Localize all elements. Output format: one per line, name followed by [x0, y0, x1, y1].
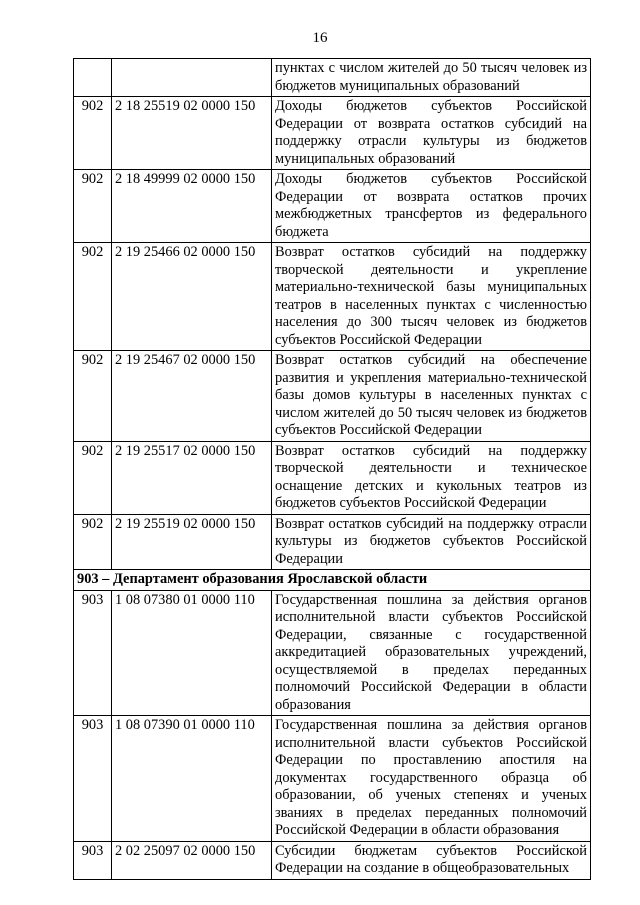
description-cell: Субсидии бюджетам субъектов Российской Федерации на создание в общеобразовательных: [272, 841, 591, 879]
table-row: [74, 97, 591, 170]
admin-code-cell: 903: [74, 590, 112, 716]
budget-code-cell: 1 08 07380 01 0000 110: [112, 590, 272, 716]
admin-code-cell: 903: [74, 841, 112, 879]
description-cell: Доходы бюджетов субъектов Российской Федерации от возврата остатков субсидий на поддержку отрасли культуры из бюджетов муниципальных образований: [272, 97, 591, 170]
description-cell: Возврат остатков субсидий на поддержку отрасли культуры из бюджетов субъектов Российской Федерации: [272, 514, 591, 570]
admin-code-cell: 903: [74, 716, 112, 842]
table-row: [74, 59, 591, 97]
table-row: [74, 514, 591, 570]
admin-code-cell: 902: [74, 243, 112, 351]
description-cell: Возврат остатков субсидий на обеспечение развития и укрепления материально-технической базы домов культуры в населенных пунктах с числом жителей до 50 тысяч человек из бюджетов субъектов Российской Федерации: [272, 351, 591, 442]
table-row: [74, 441, 591, 514]
description-cell: пунктах с числом жителей до 50 тысяч человек из бюджетов муниципальных образований: [272, 59, 591, 97]
table-row: [74, 841, 591, 879]
table-row: [74, 170, 591, 243]
table-row: [74, 351, 591, 442]
budget-code-cell: 2 02 25097 02 0000 150: [112, 841, 272, 879]
description-cell: Государственная пошлина за действия органов исполнительной власти субъектов Российской Федерации по проставлению апостиля на документах государственного образца об образовании, об ученых степенях и ученых званиях в пределах переданных полномочий Российской Федерации в области образования: [272, 716, 591, 842]
budget-code-cell: 1 08 07390 01 0000 110: [112, 716, 272, 842]
budget-code-cell: 2 18 25519 02 0000 150: [112, 97, 272, 170]
description-cell: Доходы бюджетов субъектов Российской Федерации от возврата остатков прочих межбюджетных трансфертов из федерального бюджета: [272, 170, 591, 243]
description-cell: Государственная пошлина за действия органов исполнительной власти субъектов Российской Федерации, связанные с государственной аккредитацией образовательных учреждений, осуществляемой в пределах переданных полномочий Российской Федерации в области образования: [272, 590, 591, 716]
section-heading-row: [74, 570, 591, 591]
budget-code-cell: [112, 59, 272, 97]
admin-code-cell: 902: [74, 514, 112, 570]
section-heading: 903 – Департамент образования Ярославской области: [74, 570, 591, 591]
description-cell: Возврат остатков субсидий на поддержку творческой деятельности и техническое оснащение детских и кукольных театров из бюджетов субъектов Российской Федерации: [272, 441, 591, 514]
admin-code-cell: 902: [74, 441, 112, 514]
table-row: [74, 590, 591, 716]
budget-code-cell: 2 19 25519 02 0000 150: [112, 514, 272, 570]
revenue-codes-table: [73, 58, 591, 880]
admin-code-cell: [74, 59, 112, 97]
table-row: [74, 716, 591, 842]
admin-code-cell: 902: [74, 351, 112, 442]
admin-code-cell: 902: [74, 170, 112, 243]
budget-code-cell: 2 19 25517 02 0000 150: [112, 441, 272, 514]
page-number: 16: [312, 30, 328, 46]
budget-code-cell: 2 19 25467 02 0000 150: [112, 351, 272, 442]
table-row: [74, 243, 591, 351]
description-cell: Возврат остатков субсидий на поддержку творческой деятельности и укрепление материально-технической базы муниципальных театров в населенных пунктах с численностью населения до 300 тысяч человек из бюджетов субъектов Российской Федерации: [272, 243, 591, 351]
budget-code-cell: 2 19 25466 02 0000 150: [112, 243, 272, 351]
admin-code-cell: 902: [74, 97, 112, 170]
budget-code-cell: 2 18 49999 02 0000 150: [112, 170, 272, 243]
